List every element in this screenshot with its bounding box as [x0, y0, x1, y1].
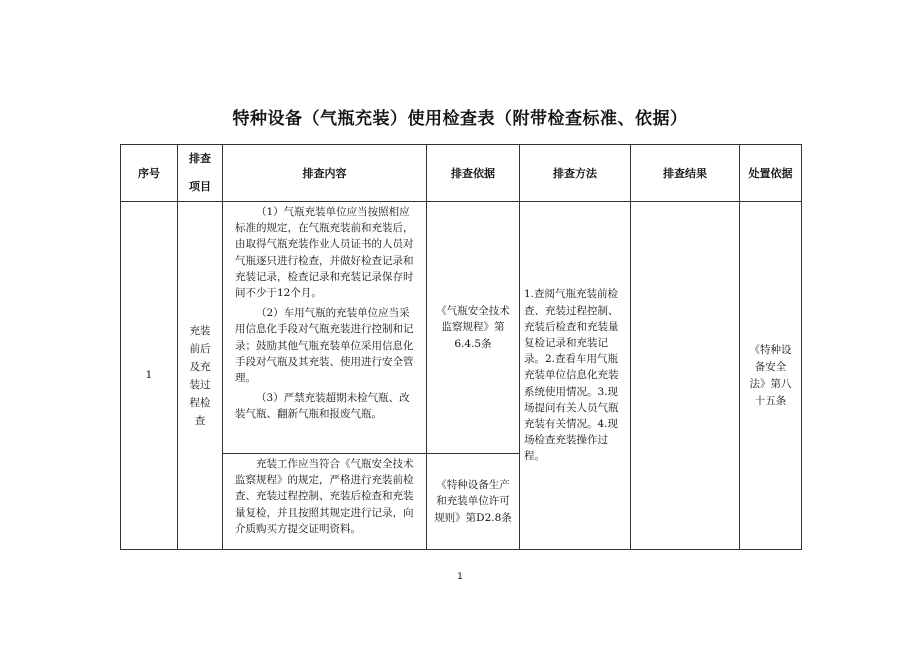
cell-basis-2: 《特种设备生产和充装单位许可规则》第D2.8条 — [427, 454, 520, 550]
header-method: 排查方法 — [520, 145, 631, 202]
content-paragraph-3: （3）严禁充装超期未检气瓶、改装气瓶、翻新气瓶和报废气瓶。 — [235, 392, 410, 421]
header-result: 排查结果 — [631, 145, 740, 202]
page-title: 特种设备（气瓶充装）使用检查表（附带检查标准、依据） — [232, 109, 688, 129]
header-row — [121, 145, 802, 202]
table-row — [121, 202, 802, 454]
content-paragraph-2: （2）车用气瓶的充装单位应当采用信息化手段对气瓶充装进行控制和记录；鼓励其他气瓶充装单位采用信息化手段对气瓶及其充装、使用进行安全管理。 — [235, 307, 414, 385]
header-basis: 排查依据 — [427, 145, 520, 202]
cell-method: 1.查阅气瓶充装前检查、充装过程控制、充装后检查和充装量复检记录和充装记录。2.查看车用气瓶充装单位信息化充装系统使用情况。3.现场提问有关人员气瓶充装有关情况。4.现场检查充装操作过程。 — [520, 202, 631, 550]
content-paragraph-4: 充装工作应当符合《气瓶安全技术监察规程》的规定，严格进行充装前检查、充装过程控制、充装后检查和充装量复检，并且按照其规定进行记录，向介质购买方提交证明资料。 — [235, 458, 414, 535]
header-item-line2: 项目 — [189, 180, 211, 193]
content-paragraph-1: （1）气瓶充装单位应当按照相应标准的规定，在气瓶充装前和充装后，由取得气瓶充装作业人员证书的人员对气瓶逐只进行检查，并做好检查记录和充装记录，检查记录和充装记录保存时间不少于12个月。 — [235, 206, 414, 300]
cell-content — [223, 202, 427, 454]
header-content: 排查内容 — [223, 145, 427, 202]
header-handling: 处置依据 — [740, 145, 802, 202]
page-number: 1 — [457, 572, 463, 582]
cell-item: 充装前后及充装过程检查 — [178, 202, 223, 550]
cell-handling: 《特种设备安全法》第八十五条 — [740, 202, 802, 550]
header-no: 序号 — [121, 145, 178, 202]
cell-basis-1: 《气瓶安全技术监察规程》第6.4.5条 — [427, 202, 520, 454]
cell-content-2 — [223, 454, 427, 550]
cell-result — [631, 202, 740, 550]
cell-no: 1 — [121, 202, 178, 550]
inspection-table — [120, 144, 802, 550]
header-item-line1: 排查 — [189, 152, 211, 165]
header-item — [178, 145, 223, 202]
